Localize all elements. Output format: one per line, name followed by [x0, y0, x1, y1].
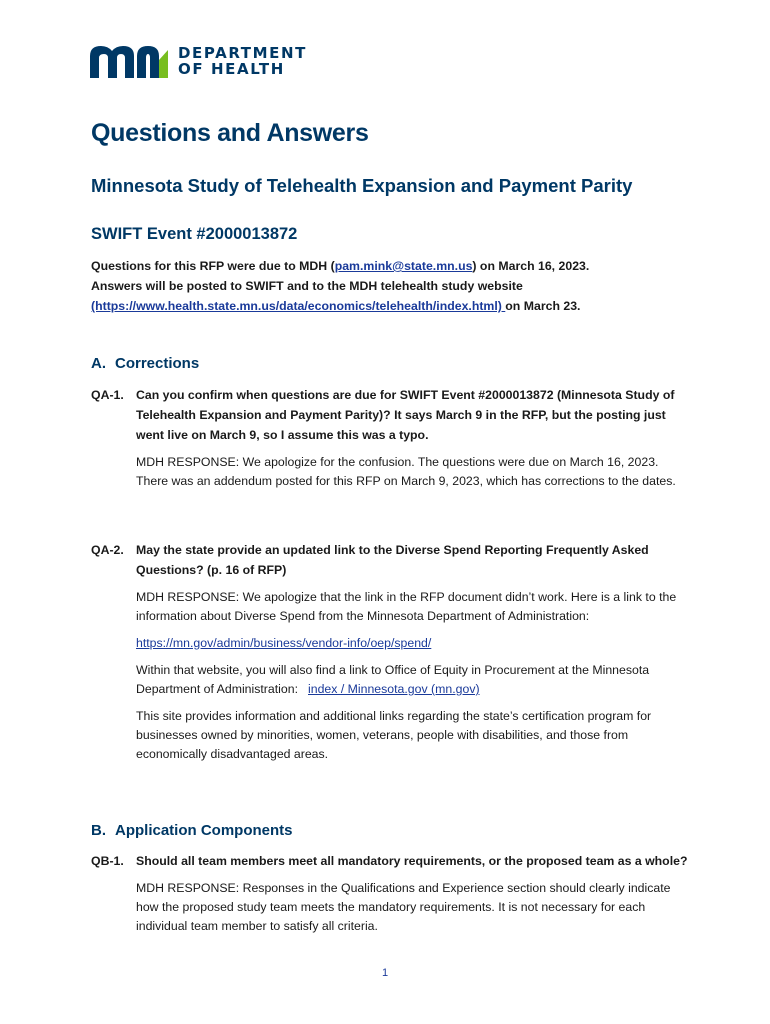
section-a-letter: A.	[91, 355, 106, 372]
page-number: 1	[381, 967, 389, 979]
event-number: SWIFT Event #2000013872	[91, 225, 298, 243]
qa-1-question: Can you confirm when questions are due for SWIFT Event #2000013872 (Minnesota Study of Telehealth Expansion and Payment Parity)? It says March 9 in the RFP, but the posting just went live on March 9, so I assume this was a typo.	[136, 388, 675, 442]
section-a-heading	[91, 355, 199, 372]
section-b-heading	[91, 822, 293, 839]
qb-1-answer-block	[136, 879, 691, 936]
mn-logo-icon	[90, 44, 168, 78]
intro-line3-post: on March 23.	[505, 299, 581, 313]
intro-paragraph	[91, 256, 691, 316]
qa-1	[91, 385, 691, 499]
intro-line1-pre: Questions for this RFP were due to MDH (	[91, 259, 335, 273]
qa-2-question: May the state provide an updated link to the Diverse Spend Reporting Frequently Asked Questions? (p. 16 of RFP)	[136, 543, 649, 577]
qb-1-id: QB-1.	[91, 854, 124, 868]
qa-1-answer: MDH RESPONSE: We apologize for the confusion. The questions were due on March 16, 2023. There was an addendum posted for this RFP on March 9, 2023, which has corrections to the dates.	[136, 455, 676, 488]
mdh-logo	[90, 44, 307, 78]
logo-wordmark	[178, 45, 307, 77]
intro-line2: Answers will be posted to SWIFT and to the MDH telehealth study website	[91, 279, 523, 293]
intro-line1-post: ) on March 16, 2023.	[472, 259, 590, 273]
qa-2-answer-block	[136, 588, 691, 764]
qb-1-question-row	[91, 851, 691, 871]
page-subtitle: Minnesota Study of Telehealth Expansion and Payment Parity	[91, 175, 633, 196]
section-b-letter: B.	[91, 822, 106, 839]
logo-line-2: OF HEALTH	[178, 60, 285, 78]
qa-2	[91, 540, 691, 772]
contact-email-link[interactable]: pam.mink@state.mn.us	[334, 259, 473, 273]
section-b-title: Application Components	[115, 822, 293, 839]
logo-line-1: DEPARTMENT	[178, 44, 307, 62]
qa-1-id: QA-1.	[91, 388, 124, 402]
qa-2-answer-3: This site provides information and additional links regarding the state’s certification program for businesses owned by minorities, women, veterans, people with disabilities, and those from economically disadvantaged areas.	[136, 709, 652, 761]
qb-1-answer: MDH RESPONSE: Responses in the Qualifications and Experience section should clearly indicate how the proposed study team meets the mandatory requirements. It is not necessary for each individual team member to satisfy all criteria.	[136, 881, 671, 933]
section-a-title: Corrections	[115, 355, 200, 372]
qa-2-question-row	[91, 540, 691, 580]
qb-1	[91, 851, 691, 944]
qa-2-answer-1: MDH RESPONSE: We apologize that the link in the RFP document didn’t work. Here is a link to the information about Diverse Spend from the Minnesota Department of Administration:	[136, 590, 677, 623]
telehealth-site-link[interactable]: (https://www.health.state.mn.us/data/economics/telehealth/index.html)	[91, 299, 506, 313]
qa-2-id: QA-2.	[91, 543, 124, 557]
diverse-spend-link[interactable]: https://mn.gov/admin/business/vendor-info/oep/spend/	[136, 636, 432, 650]
oep-index-link[interactable]: index / Minnesota.gov (mn.gov)	[308, 682, 480, 696]
qb-1-question: Should all team members meet all mandatory requirements, or the proposed team as a whole?	[136, 854, 688, 868]
qa-1-answer-block	[136, 453, 691, 491]
qa-2-answer-2: Within that website, you will also find a link to Office of Equity in Procurement at the Minnesota Department of Administration:	[136, 663, 650, 696]
page-title: Questions and Answers	[91, 119, 369, 147]
qa-1-question-row	[91, 385, 691, 445]
